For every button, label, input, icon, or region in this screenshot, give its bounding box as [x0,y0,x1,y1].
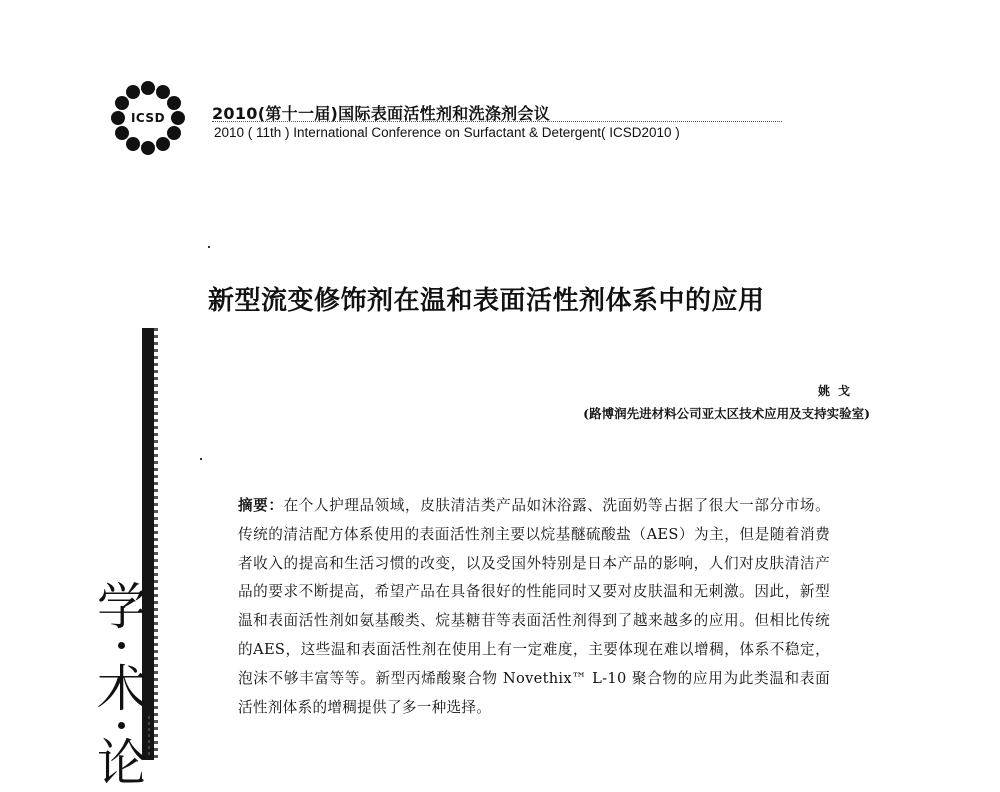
article-title: 新型流变修饰剂在温和表面活性剂体系中的应用 [208,286,765,316]
logo-text: ICSD [130,111,166,125]
scan-speck [200,458,202,460]
sidebar-separator-dot [118,642,125,649]
conference-name-cn: 2010(第十一届)国际表面活性剂和洗涤剂会议 [212,104,551,123]
author-affiliation: (路博润先进材料公司亚太区技术应用及支持实验室) [583,406,870,421]
sidebar-char-lun: 论 [97,734,147,792]
header-divider [212,121,782,122]
conference-logo [108,78,188,158]
scan-speck [208,246,210,248]
abstract [238,492,830,722]
sidebar-char-shu: 术 [97,660,147,718]
conference-name-en: 2010 ( 11th ) International Conference on Surfactant & Detergent( ICSD2010 ) [214,125,680,140]
author-name: 姚戈 [817,384,858,398]
sidebar-char-xue: 学 [97,578,147,636]
abstract-label: 摘要： [238,497,284,514]
abstract-text: 在个人护理品领域，皮肤清洁类产品如沐浴露、洗面奶等占据了很大一部分市场。传统的清洁配方体系使用的表面活性剂主要以烷基醚硫酸盐（AES）为主，但是随着消费者收入的提高和生活习惯的改变，以及受国外特别是日本产品的影响，人们对皮肤清洁产品的要求不断提高，希望产品在具备很好的性能同时又要对皮肤温和无刺激。因此，新型温和表面活性剂如氨基酸类、烷基糖苷等表面活性剂得到了越来越多的应用。但相比传统的AES，这些温和表面活性剂在使用上有一定难度，主要体现在难以增稠，体系不稳定，泡沫不够丰富等等。新型丙烯酸聚合物 Novethix™ L-10 聚合物的应用为此类温和表面活性剂体系的增稠提供了多一种选择。 [238,497,830,716]
sidebar-separator-dot [118,722,125,729]
